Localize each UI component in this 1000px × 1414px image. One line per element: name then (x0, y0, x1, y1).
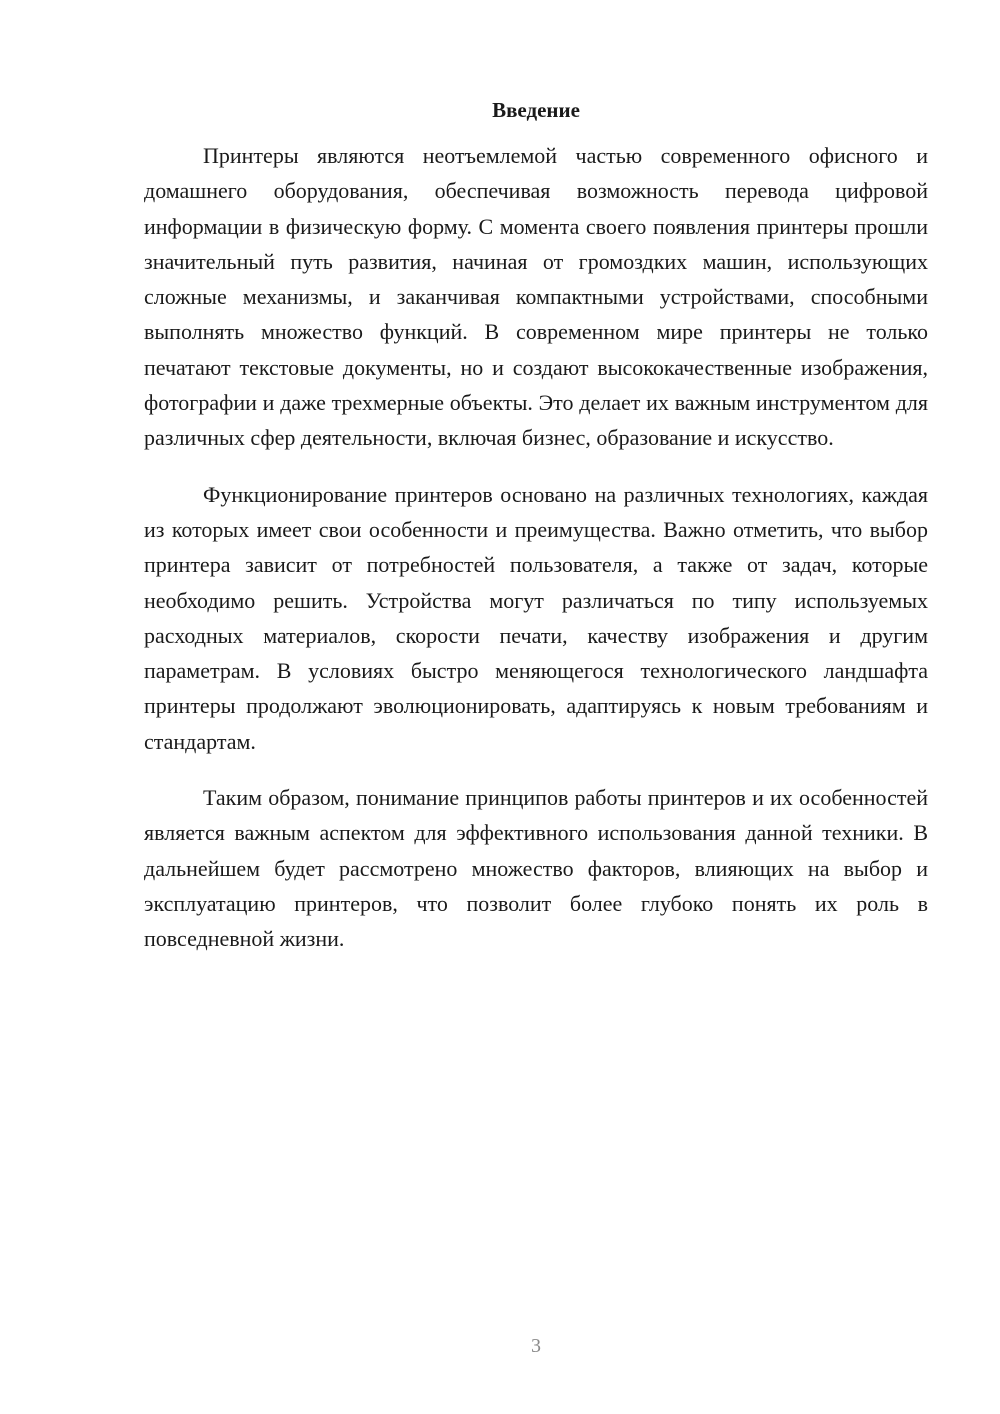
paragraph-3: Таким образом, понимание принципов работы принтеров и их особенностей является важным аспектом для эффективного использования данной техники. В дальнейшем будет рассмотрено множество факторов, влияющих на выбор и эксплуатацию принтеров, что позволит более глубоко понять их роль в повседневной жизни. (144, 785, 928, 952)
paragraph-1: Принтеры являются неотъемлемой частью современного офисного и домашнего оборудования, обеспечивая возможность перевода цифровой информации в физическую форму. С момента своего появления принтеры прошли значительный путь развития, начиная от громоздких машин, использующих сложные механизмы, и заканчивая компактными устройствами, способными выполнять множество функций. В современном мире принтеры не только печатают текстовые документы, но и создают высококачественные изображения, фотографии и даже трехмерные объекты. Это делает их важным инструментом для различных сфер деятельности, включая бизнес, образование и искусство. (144, 143, 928, 451)
page-number: 3 (531, 1335, 541, 1357)
paragraph-2: Функционирование принтеров основано на различных технологиях, каждая из которых имеет свои особенности и преимущества. Важно отметить, что выбор принтера зависит от потребностей пользователя, а также от задач, которые необходимо решить. Устройства могут различаться по типу используемых расходных материалов, скорости печати, качеству изображения и другим параметрам. В условиях быстро меняющегося технологического ландшафта принтеры продолжают эволюционировать, адаптируясь к новым требованиям и стандартам. (144, 481, 928, 754)
section-title: Введение (492, 98, 580, 122)
page-content (144, 94, 928, 978)
